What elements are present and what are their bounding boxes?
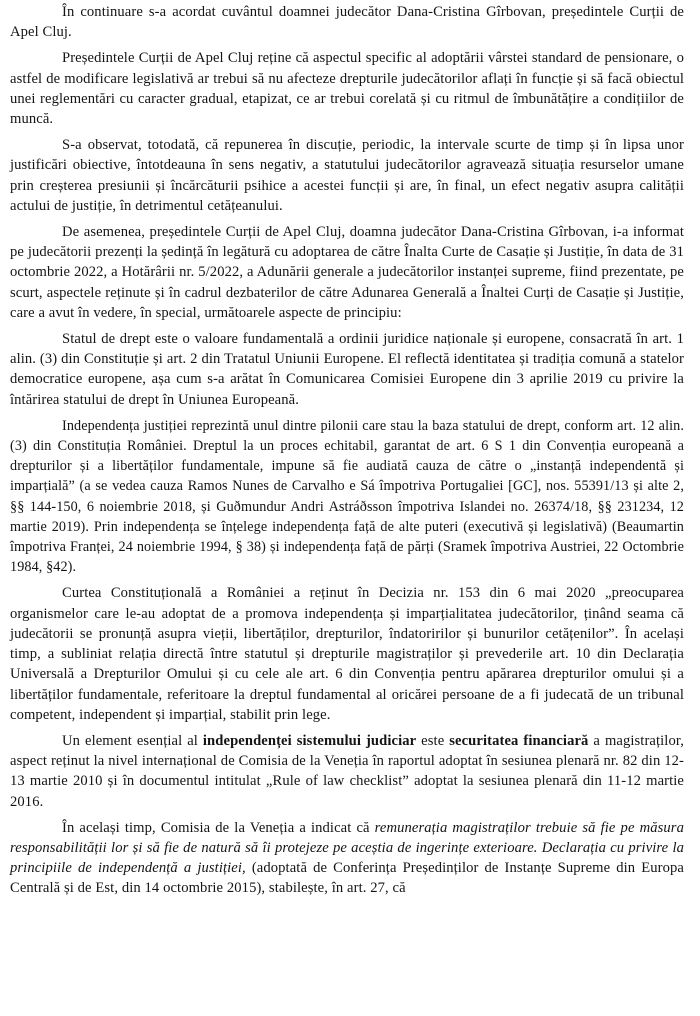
paragraph-text: Statul de drept este o valoare fundamentală a ordinii juridice naționale și europene, consacrată în art. 1 alin. (3) din Constituție și art. 2 din Tratatul Uniunii Europene. El reflectă identitatea și tradiția comună a statelor democratice europene, așa cum s-a arătat în Comunicarea Comisiei Europene din 3 aprilie 2019 cu privire la întărirea statului de drept în Uniunea Europeană. bbox=[10, 331, 684, 408]
paragraph-text: S-a observat, totodată, că repunerea în discuție, periodic, la intervale scurte de timp și în lipsa unor justificări obiective, întotdeauna în sens negativ, a statutului judecătorilor agravează situația resurselor umane prin creșterea presiunii și încărcăturii psihice a acestei funcții și are, în final, un efect negativ asupra calității actului de justiție, în detrimentul cetățeanului. bbox=[10, 137, 684, 214]
bold-phrase: securitatea financiară bbox=[449, 732, 589, 749]
paragraph-text: Independența justiției reprezintă unul dintre pilonii care stau la baza statului de drept, conform art. 12 alin. (3) din Constituția României. Dreptul la un proces echitabil, garantat de art. 6 S 1 din Convenția europeană a drepturilor și a libertăților fundamentale, impune să fie audiată cauza de către o „instanță independentă și imparțială” (a se vedea cauza Ramos Nunes de Carvalho e Sá împotriva Portugaliei [GC], nos. 55391/13 și alte 2, §§ 144-150, 6 noiembrie 2018, și Guðmundur Andri Astráðsson împotriva Islandei no. 26374/18, §§ 231234, 12 martie 2019). Prin independența se înțelege independența față de alte puteri (executivă și legislativă) (Beaumartin împotriva Franței, 24 noiembrie 1994, § 38) și independența față de părți (Sramek împotriva Austriei, 22 Octombrie 1984, §42). bbox=[10, 417, 684, 576]
paragraph-text: este bbox=[416, 732, 450, 749]
italic-phrase: remunerația magistraților trebuie să fie pe măsura responsabilității lor și să fie de natură să îi protejeze pe aceștia de ingerințe exterioare. Declarația cu privire la principiile de independență a justiției, bbox=[10, 819, 684, 877]
paragraph-7 bbox=[10, 583, 684, 724]
bold-phrase: independenței sistemului judiciar bbox=[202, 732, 417, 749]
paragraph-text: (adoptată de Conferința Președinților de Instanțe Supreme din Europa Centrală și de Est, din 14 octombrie 2015), stabilește, în art. 27, că bbox=[10, 860, 684, 897]
paragraph-1 bbox=[10, 2, 684, 42]
paragraph-2 bbox=[10, 48, 684, 129]
paragraph-8 bbox=[10, 731, 684, 812]
paragraph-9 bbox=[10, 818, 684, 899]
paragraph-text: Un element esențial al bbox=[62, 732, 203, 749]
paragraph-text: Președintele Curții de Apel Cluj reține că aspectul specific al adoptării vârstei standard de pensionare, o astfel de modificare legislativă ar trebui să nu afecteze drepturile judecătorilor aflați în funcție și să facă obiectul unei reglementări cu caracter gradual, etapizat, ce ar trebui corelată și cu ritmul de îmbunătățire a condițiilor de muncă. bbox=[10, 50, 684, 128]
paragraph-text: a magistraților, aspect reținut la nivel internațional de Comisia de la Veneția în raportul adoptat în sesiunea plenară nr. 82 din 12-13 martie 2010 și în documentul intitulat „Rule of law checklist” adoptat la sesiunea plenară din 11-12 martie 2016. bbox=[10, 732, 684, 810]
paragraph-text: Curtea Constituțională a României a reținut în Decizia nr. 153 din 6 mai 2020 „preocuparea organismelor care le-au adoptat de a promova independența și imparțialitatea judecătorilor, ținând seama că judecătorii se pronunță asupra vieții, libertăților, drepturilor, îndatoririlor și bunurilor cetățenilor”. În același timp, a subliniat relația directă între statutul și drepturile magistraților și prevederile art. 10 din Declarația Universală a Drepturilor Omului și cu cele ale art. 6 din Convenția pentru apărarea drepturilor omului și a libertăților fundamentale, referitoare la dreptul fundamental al oricărei persoane de a fi judecată de un tribunal competent, independent și imparțial, stabilit prin lege. bbox=[10, 585, 684, 723]
paragraph-text: În același timp, Comisia de la Veneția a indicat că bbox=[62, 819, 375, 836]
paragraph-5 bbox=[10, 329, 684, 410]
paragraph-text: De asemenea, președintele Curții de Apel Cluj, doamna judecător Dana-Cristina Gîrbovan, i-a informat pe judecătorii prezenți la ședință în legătură cu adoptarea de către Înalta Curte de Casație și Justiție, în data de 31 octombrie 2022, a Hotărârii nr. 5/2022, a Adunării generale a judecătorilor instanței supreme, fiind prezentate, pe scurt, aspectele reținute și în cadrul dezbaterilor de către Adunarea Generală a Înaltei Curți de Casație și Justiție, care a avut în vedere, în special, următoarele aspecte de principiu: bbox=[10, 224, 684, 321]
paragraph-3 bbox=[10, 135, 684, 216]
paragraph-4 bbox=[10, 222, 684, 323]
paragraph-text: În continuare s-a acordat cuvântul doamnei judecător Dana-Cristina Gîrbovan, președintele Curții de Apel Cluj. bbox=[10, 4, 684, 41]
paragraph-6 bbox=[10, 416, 684, 578]
